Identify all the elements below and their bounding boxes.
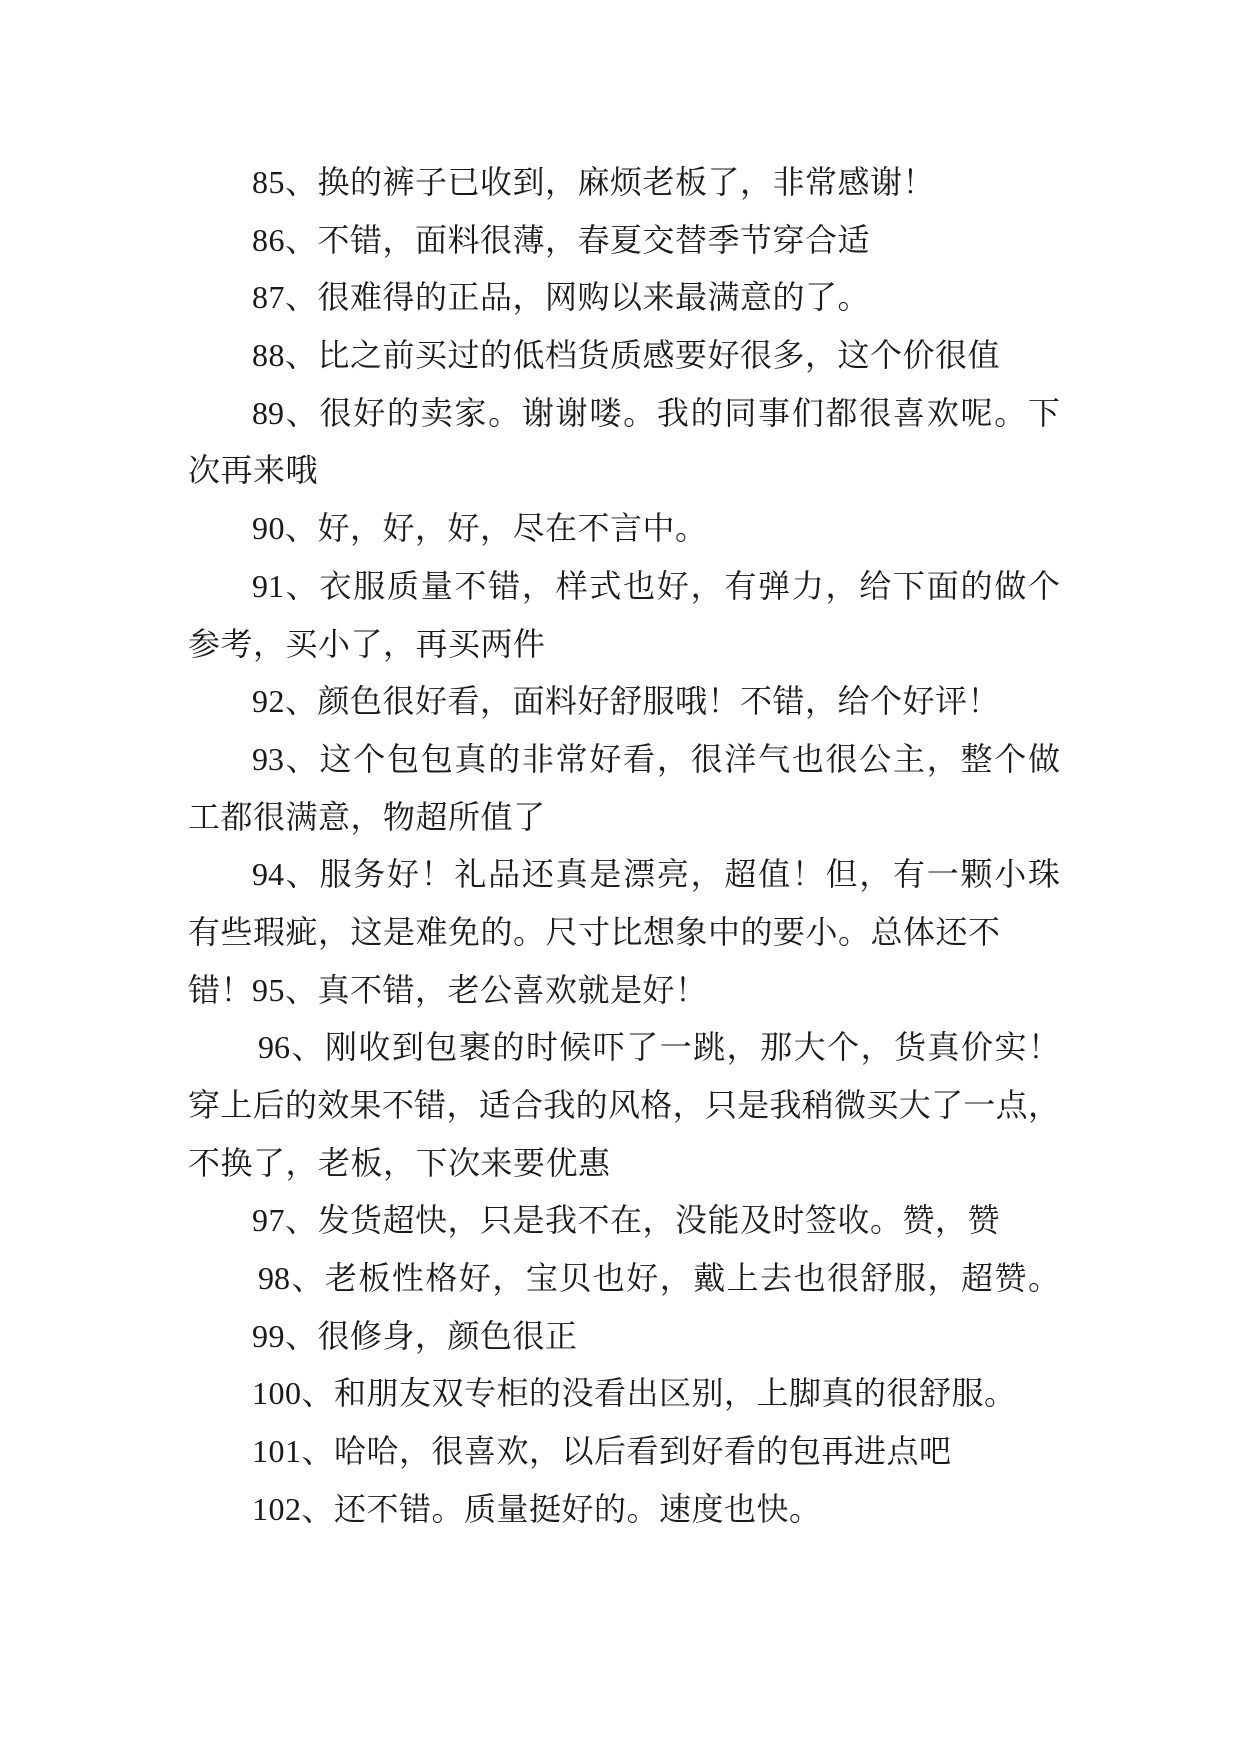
review-line: 99、很修身，颜色很正	[252, 1317, 578, 1354]
document-body	[188, 154, 1060, 1539]
review-line: 不换了，老板，下次来要优惠	[188, 1144, 611, 1181]
review-item	[188, 558, 1060, 673]
review-line: 86、不错，面料很薄，春夏交替季节穿合适	[252, 221, 871, 258]
review-line: 88、比之前买过的低档货质感要好很多，这个价很值	[252, 337, 1001, 374]
review-line: 91、衣服质量不错，样式也好，有弹力，给下面的做个	[252, 567, 1060, 604]
review-line: 85、换的裤子已收到，麻烦老板了，非常感谢！	[252, 164, 936, 200]
review-line: 93、这个包包真的非常好看，很洋气也很公主，整个做	[252, 740, 1060, 777]
review-line: 89、很好的卖家。谢谢喽。我的同事们都很喜欢呢。下	[252, 394, 1060, 431]
review-item	[188, 1423, 1060, 1481]
review-item	[188, 154, 1060, 212]
review-item	[188, 385, 1060, 500]
review-line: 工都很满意，物超所值了	[188, 798, 546, 835]
review-line: 95、真不错，老公喜欢就是好！	[252, 971, 708, 1008]
review-item	[188, 1308, 1060, 1366]
review-item	[188, 1192, 1060, 1250]
review-line: 参考，买小了，再买两件	[188, 625, 546, 662]
review-line: 98、老板性格好，宝贝也好，戴上去也很舒服，超赞。	[258, 1260, 1060, 1297]
review-line: 97、发货超快，只是我不在，没能及时签收。赞，赞	[252, 1202, 1001, 1239]
review-line: 穿上后的效果不错，适合我的风格，只是我稍微买大了一点，	[188, 1087, 1060, 1123]
review-item	[188, 962, 1060, 1020]
review-line: 101、哈哈，很喜欢，以后看到好看的包再进点吧	[252, 1433, 952, 1470]
review-line: 96、刚收到包裹的时候吓了一跳，那大个，货真价实！	[258, 1029, 1060, 1066]
review-item	[188, 212, 1060, 270]
review-item	[188, 1365, 1060, 1423]
review-item	[188, 673, 1060, 731]
review-line: 94、服务好！礼品还真是漂亮，超值！但，有一颗小珠	[252, 856, 1060, 893]
review-line: 100、和朋友双专柜的没看出区别，上脚真的很舒服。	[252, 1375, 1017, 1412]
review-line: 有些瑕疵，这是难免的。尺寸比想象中的要小。总体还不错！	[188, 913, 1001, 1008]
review-item	[188, 1250, 1060, 1308]
review-item	[188, 327, 1060, 385]
review-item	[188, 1019, 1060, 1192]
review-line: 92、颜色很好看，面料好舒服哦！不错，给个好评！	[252, 683, 1001, 720]
review-item	[188, 500, 1060, 558]
review-line: 90、好，好，好，尽在不言中。	[252, 510, 708, 547]
review-item	[188, 1481, 1060, 1539]
review-item	[188, 731, 1060, 846]
review-line: 102、还不错。质量挺好的。速度也快。	[252, 1490, 822, 1527]
review-line: 87、很难得的正品，网购以来最满意的了。	[252, 279, 871, 316]
review-line: 次再来哦	[188, 452, 319, 489]
review-item	[188, 269, 1060, 327]
